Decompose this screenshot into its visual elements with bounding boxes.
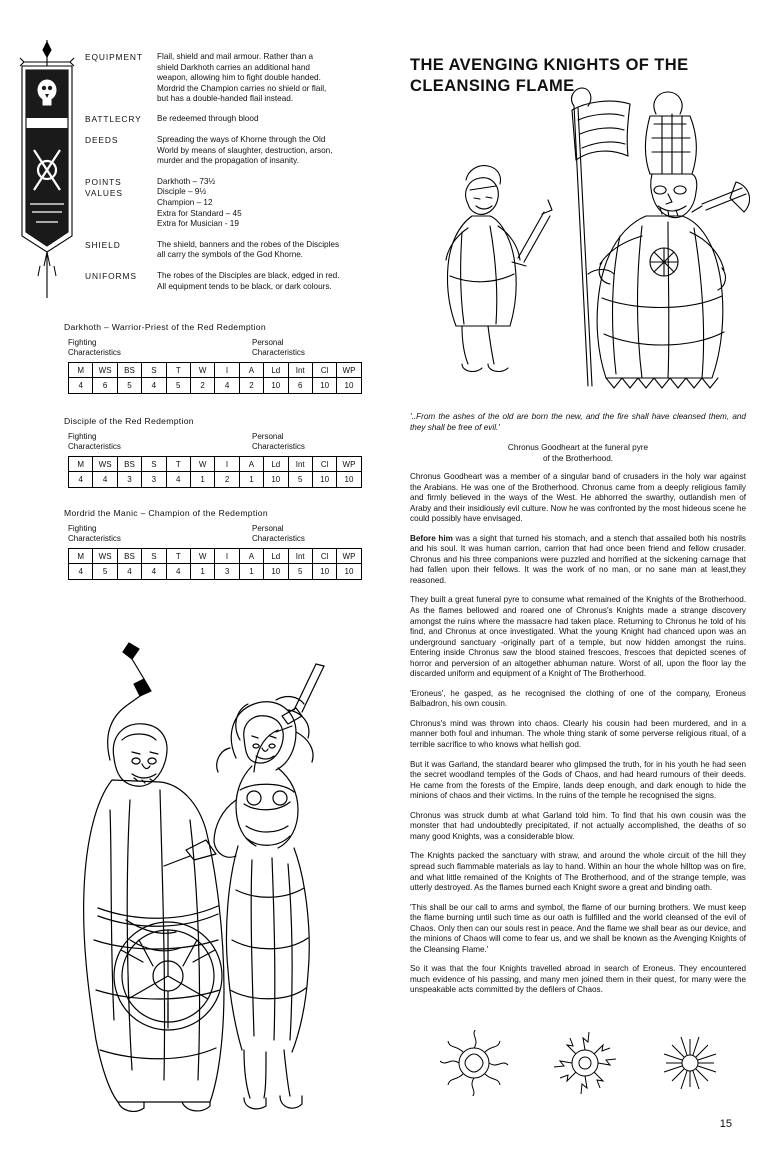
stat-value: 10 xyxy=(337,564,361,580)
stat-value: 4 xyxy=(166,564,190,580)
statblock-mordrid xyxy=(64,508,380,580)
paragraph xyxy=(410,964,746,996)
stats-table xyxy=(68,456,362,488)
quote-attribution xyxy=(410,443,746,464)
stat-col-header: M xyxy=(69,549,93,564)
equipment-row-key: POINTS VALUES xyxy=(85,176,123,198)
avenging-knights-illustration xyxy=(406,86,750,398)
pull-quote: '..From the ashes of the old are born the new, and the fire shall have cleansed them, and they shall be free of evil.' xyxy=(410,412,746,432)
text-line: Characteristics xyxy=(252,534,305,543)
stat-col-header: BS xyxy=(117,457,141,472)
stat-col-header: WP xyxy=(337,363,361,378)
stats-table xyxy=(68,548,362,580)
text-line: Spreading the ways of Khorne through the Old xyxy=(157,134,326,144)
stat-value: 10 xyxy=(312,472,336,488)
statblock-title: Darkhoth – Warrior-Priest of the Red Redemption xyxy=(64,322,266,332)
stat-col-header: T xyxy=(166,363,190,378)
text-line: All equipment tends to be black, or dark colours. xyxy=(157,281,332,291)
table-row xyxy=(69,472,362,488)
equipment-row-value xyxy=(157,135,380,167)
stat-value: 10 xyxy=(264,378,288,394)
stat-value: 5 xyxy=(117,378,141,394)
stat-value: 10 xyxy=(312,564,336,580)
text-line: Be redeemed through blood xyxy=(157,113,259,123)
stat-col-header: T xyxy=(166,549,190,564)
table-row xyxy=(69,457,362,472)
equipment-row-value xyxy=(157,271,380,292)
stat-value: 2 xyxy=(190,378,214,394)
statblock-darkhoth xyxy=(64,322,380,394)
stat-col-header: WP xyxy=(337,549,361,564)
paragraph-text: The Knights packed the sanctuary with straw, and around the whole circuit of the hill they spread such flammable materials as lay to hand. Within an hour the whole hilltop was on fire, and what little remained of the Knights of The Brotherhood, and of the strange temple, was utterly destroyed. As the flames burned each Knight swore a great and binding oath. xyxy=(410,851,746,893)
paragraph-text: But it was Garland, the standard bearer who glimpsed the truth, for in his youth he had seen the secret woodland temples of the Gods of Chaos, and had heard rumours of their deeds. He came from the forests of the Empire, lands deep enough, and dark enough to hide the minions of chaos and their victims. In the ruins of the temple he recognised the signs. xyxy=(410,759,746,801)
stats-table xyxy=(68,362,362,394)
stat-col-header: I xyxy=(215,549,239,564)
text-line: Fighting xyxy=(68,524,97,533)
text-line: Characteristics xyxy=(252,348,305,357)
statblock-headers xyxy=(68,524,380,548)
equipment-row xyxy=(85,114,380,125)
text-line: Characteristics xyxy=(252,442,305,451)
stat-value: 1 xyxy=(239,564,263,580)
text-line: Characteristics xyxy=(68,442,121,451)
text-line: Champion – 12 xyxy=(157,197,213,207)
stat-value: 6 xyxy=(93,378,117,394)
text-line: but has a double-handed flail instead. xyxy=(157,94,294,104)
text-line: murder and the propagation of insanity. xyxy=(157,156,299,166)
stat-value: 2 xyxy=(215,472,239,488)
text-line: Chronus Goodheart at the funeral pyre xyxy=(507,443,649,452)
text-line: of the Brotherhood. xyxy=(542,453,614,463)
paragraph xyxy=(410,851,746,893)
stat-col-header: WS xyxy=(93,457,117,472)
text-line: The shield, banners and the robes of the Disciples xyxy=(157,239,340,249)
stat-col-header: I xyxy=(215,457,239,472)
equipment-row-value xyxy=(157,177,380,230)
text-line: shield Darkhoth carries an additional hand xyxy=(157,62,310,72)
stat-col-header: S xyxy=(142,549,166,564)
text-line: Personal xyxy=(252,338,284,347)
stat-col-header: WS xyxy=(93,363,117,378)
text-line: Disciple – 9½ xyxy=(157,187,207,197)
fighting-characteristics-header xyxy=(68,432,121,452)
text-line: Fighting xyxy=(68,338,97,347)
equipment-row-key: BATTLECRY xyxy=(85,113,142,124)
stat-value: 4 xyxy=(215,378,239,394)
text-line: Darkhoth – 73½ xyxy=(157,176,216,186)
equipment-row xyxy=(85,177,380,230)
stat-value: 3 xyxy=(142,472,166,488)
stat-col-header: A xyxy=(239,363,263,378)
table-row xyxy=(69,363,362,378)
paragraph-text: They built a great funeral pyre to consume what remained of the Knights of the Brotherhood. As the flames bellowed and roared one of Chronus's Knights made a strange discovery amongst the ruins where the massacre had taken place. Returning to Chronus he told of his find, and Chronus at once investigated. What the young Knight had chanced upon was an underground sanctuary -originally part of a temple, but now hidden amongst the ruins. Entering inside Chronus saw the blood stained frescoes, frescoes that depicted scenes of horror and perversion of an altogether abhuman nature. Worst of all, upon the floor lay the discarded uniform and equipment of a Knight of The Brotherhood. xyxy=(410,595,746,679)
stat-col-header: W xyxy=(190,549,214,564)
warriors-illustration xyxy=(40,640,370,1120)
stat-col-header: Ld xyxy=(264,457,288,472)
personal-characteristics-header xyxy=(252,338,305,358)
text-line: Flail, shield and mail armour. Rather than a xyxy=(157,52,314,61)
stat-value: 6 xyxy=(288,378,312,394)
page-number: 15 xyxy=(719,1118,732,1130)
stat-col-header: Cl xyxy=(312,363,336,378)
statblock-title: Mordrid the Manic – Champion of the Redemption xyxy=(64,508,268,518)
stat-value: 1 xyxy=(190,472,214,488)
statblock-headers xyxy=(68,338,380,362)
paragraph xyxy=(410,719,746,751)
table-row xyxy=(69,564,362,580)
paragraph xyxy=(410,689,746,710)
stat-value: 4 xyxy=(142,564,166,580)
paragraph-text: Chronus's mind was thrown into chaos. Clearly his cousin had been murdered, and in a manner both foul and inhuman. The whole thing stank of some perverse religious ritual, of a terrible sacrifice to who knows what hellish god. xyxy=(410,718,746,750)
equipment-row-key: SHIELD xyxy=(85,239,121,250)
stat-col-header: Int xyxy=(288,363,312,378)
stat-col-header: I xyxy=(215,363,239,378)
stat-col-header: M xyxy=(69,363,93,378)
statblock-headers xyxy=(68,432,380,456)
stat-col-header: T xyxy=(166,457,190,472)
stat-value: 3 xyxy=(117,472,141,488)
stat-value: 4 xyxy=(69,378,93,394)
equipment-row-value xyxy=(157,52,380,105)
paragraph-text: was a sight that turned his stomach, and a stench that assailed both his nostrils and his soul. It was human carrion, carrion that had once been friend and fellow crusader. Chronus and his three companions were puzzled and horrified at the sickening carnage that had fallen upon their fellows. It was the work of no man, or no sane man at least,they reasoned. xyxy=(410,533,746,585)
text-line: Characteristics xyxy=(68,534,121,543)
stat-col-header: Cl xyxy=(312,549,336,564)
text-line: Personal xyxy=(252,432,284,441)
equipment-row-key: DEEDS xyxy=(85,134,119,145)
stat-value: 5 xyxy=(93,564,117,580)
text-line: Personal xyxy=(252,524,284,533)
stat-col-header: BS xyxy=(117,363,141,378)
stat-col-header: W xyxy=(190,363,214,378)
equipment-row-key: UNIFORMS xyxy=(85,270,137,281)
stat-col-header: Ld xyxy=(264,363,288,378)
stat-value: 3 xyxy=(215,564,239,580)
right-column xyxy=(400,0,760,1156)
equipment-row xyxy=(85,52,380,105)
stat-col-header: M xyxy=(69,457,93,472)
paragraph xyxy=(410,811,746,843)
text-line: World by means of slaughter, destruction, arson, xyxy=(157,145,333,155)
paragraph-lead: Before him xyxy=(410,533,453,543)
stat-value: 2 xyxy=(239,378,263,394)
article-body xyxy=(410,472,746,1005)
table-row xyxy=(69,378,362,394)
personal-characteristics-header xyxy=(252,524,305,544)
paragraph xyxy=(410,760,746,802)
equipment-row xyxy=(85,271,380,292)
table-row xyxy=(69,549,362,564)
personal-characteristics-header xyxy=(252,432,305,452)
text-line: weapon, allowing him to fight double handed. xyxy=(157,73,321,83)
text-line: Mordrid the Champion carries no shield or flail, xyxy=(157,83,327,93)
text-line: Extra for Musician - 19 xyxy=(157,219,239,229)
paragraph xyxy=(410,472,746,525)
text-line: The robes of the Disciples are black, edged in red. xyxy=(157,270,340,280)
paragraph-text: Chronus Goodheart was a member of a singular band of crusaders in the holy war against the Arabians. He was one of the Brotherhood. Chronus came from a deeply religious family and firmly believed in the ways of the West. He abhorred the swarthy, outlandish men of Araby and their insidiously evil culture. Now he was confronted by the most hideous scene he could possibly have envisaged. xyxy=(410,472,746,524)
stat-value: 10 xyxy=(264,472,288,488)
stat-value: 1 xyxy=(239,472,263,488)
stat-value: 10 xyxy=(312,378,336,394)
stat-value: 4 xyxy=(69,564,93,580)
stat-col-header: S xyxy=(142,457,166,472)
stat-col-header: BS xyxy=(117,549,141,564)
stat-col-header: WS xyxy=(93,549,117,564)
stat-col-header: Int xyxy=(288,549,312,564)
stat-col-header: A xyxy=(239,457,263,472)
stat-value: 1 xyxy=(190,564,214,580)
stat-col-header: Int xyxy=(288,457,312,472)
stat-value: 4 xyxy=(142,378,166,394)
statblock-disciple xyxy=(64,416,380,488)
flame-glyph-row xyxy=(440,1030,730,1096)
paragraph-text: So it was that the four Knights travelled abroad in search of Eroneus. They encountered much evidence of his passing, and many men joined them in their quest, for many were the unspeakable acts committed by the defilers of Chaos. xyxy=(410,964,746,995)
stat-value: 4 xyxy=(117,564,141,580)
stat-col-header: S xyxy=(142,363,166,378)
paragraph-text: 'This shall be our call to arms and symbol, the flame of our burning brothers. We must keep the flame burning until such time as our oath is fulfilled and the world cleansed of the evil of Chaos. Only then can our souls rest in peace. And the flame we shall bear as our device, and the minions of Chaos will come to fear us, and we shall be known as the Avenging Knights of the Cleansing Flame.' xyxy=(410,902,746,954)
text-line: Fighting xyxy=(68,432,97,441)
stat-value: 10 xyxy=(337,378,361,394)
stat-col-header: A xyxy=(239,549,263,564)
equipment-row-value xyxy=(157,240,380,261)
fighting-characteristics-header xyxy=(68,524,121,544)
equipment-row-key: EQUIPMENT xyxy=(85,52,143,62)
stat-value: 5 xyxy=(288,472,312,488)
stat-col-header: Ld xyxy=(264,549,288,564)
stat-value: 10 xyxy=(264,564,288,580)
khorne-banner-illustration xyxy=(14,40,80,300)
stat-col-header: W xyxy=(190,457,214,472)
stat-value: 5 xyxy=(288,564,312,580)
paragraph-text: 'Eroneus', he gasped, as he recognised the clothing of one of the company, Eroneus Balbadron, his own cousin. xyxy=(410,688,746,709)
stat-value: 4 xyxy=(93,472,117,488)
paragraph xyxy=(410,903,746,956)
stat-value: 5 xyxy=(166,378,190,394)
stat-value: 4 xyxy=(69,472,93,488)
article-headline: THE AVENGING KNIGHTS OF THE CLEANSING FLAME xyxy=(410,56,689,96)
stat-value: 4 xyxy=(166,472,190,488)
stat-col-header: Cl xyxy=(312,457,336,472)
equipment-row xyxy=(85,240,380,261)
paragraph xyxy=(410,595,746,679)
equipment-details-list xyxy=(85,52,380,301)
statblock-title: Disciple of the Red Redemption xyxy=(64,416,194,426)
text-line: Extra for Standard – 45 xyxy=(157,208,242,218)
paragraph xyxy=(410,534,746,587)
text-line: Characteristics xyxy=(68,348,121,357)
fighting-characteristics-header xyxy=(68,338,121,358)
equipment-row-value xyxy=(157,114,380,125)
paragraph-text: Chronus was struck dumb at what Garland told him. To find that his own cousin was the monster that had undoubtedly precipitated, if not actually accomplished, the deaths of so many good Knights, was a considerable blow. xyxy=(410,810,746,841)
stat-col-header: WP xyxy=(337,457,361,472)
stat-value: 10 xyxy=(337,472,361,488)
text-line: all carry the symbols of the God Khorne. xyxy=(157,250,304,260)
equipment-row xyxy=(85,135,380,167)
